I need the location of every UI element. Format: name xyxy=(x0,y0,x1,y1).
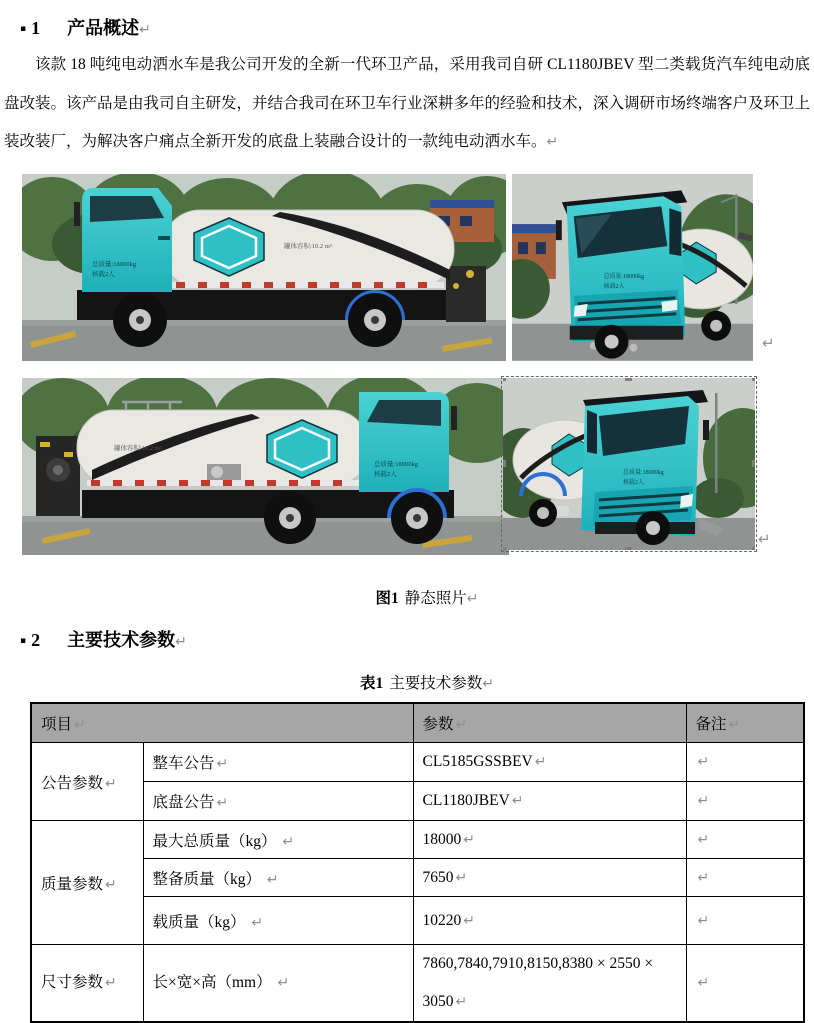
note-cell: ↵ xyxy=(686,859,804,897)
item-cell: 最大总质量（kg） ↵ xyxy=(143,821,413,859)
item-cell: 整备质量（kg） ↵ xyxy=(143,859,413,897)
note-cell: ↵ xyxy=(686,782,804,821)
value-cell: 7650 ↵ xyxy=(413,859,686,897)
note-cell: ↵ xyxy=(686,897,804,945)
water-tank xyxy=(77,402,369,486)
truck-side-right-illustration xyxy=(22,378,509,555)
note-cell: ↵ xyxy=(686,945,804,1023)
header-cell-item: 项目 ↵ xyxy=(31,703,413,743)
value-cell: CL5185GSSBEV ↵ xyxy=(413,743,686,782)
heading2-number: 2 xyxy=(31,630,41,650)
paragraph-mark: ↵ xyxy=(466,591,479,607)
crew-label: 核载2人 xyxy=(603,283,625,290)
photo-side-view-left[interactable] xyxy=(22,174,506,361)
tank-volume-label: 罐体容积:10.2 m³ xyxy=(114,445,162,452)
selection-handle[interactable] xyxy=(625,547,632,550)
heading1-number: 1 xyxy=(31,18,41,38)
paragraph-mark: ↵ xyxy=(482,676,494,692)
group-cell-dimensions: 尺寸参数 ↵ xyxy=(31,945,143,1023)
gvw-label: 总质量:18000kg xyxy=(374,461,419,468)
paragraph-mark: ↵ xyxy=(139,22,151,38)
truck-side-left-illustration xyxy=(22,174,506,361)
item-cell: 载质量（kg） ↵ xyxy=(143,897,413,945)
heading1-title: 产品概述 xyxy=(67,18,140,38)
selection-handle[interactable] xyxy=(503,460,506,467)
section-heading-1 xyxy=(20,14,151,40)
table-header-row xyxy=(31,703,804,743)
photo-front-quarter-view-selected[interactable] xyxy=(503,378,755,550)
selection-handle[interactable] xyxy=(752,460,755,467)
table-caption xyxy=(0,671,814,693)
selection-handle[interactable] xyxy=(752,378,755,381)
section-heading-2 xyxy=(20,626,187,652)
cab xyxy=(74,188,172,292)
cab xyxy=(359,392,457,492)
heading2-title: 主要技术参数 xyxy=(67,630,176,650)
paragraph-mark: ↵ xyxy=(175,634,187,650)
table-caption-text: 主要技术参数 xyxy=(389,675,483,692)
item-cell: 整车公告 ↵ xyxy=(143,743,413,782)
crew-label: 核载2人 xyxy=(623,480,645,486)
photo-front-quarter-view[interactable] xyxy=(512,174,753,361)
group-cell-announcement: 公告参数 ↵ xyxy=(31,743,143,821)
figure-caption-label: 图1 xyxy=(375,590,399,607)
paragraph-mark: ↵ xyxy=(762,334,775,352)
overview-paragraph xyxy=(4,46,810,162)
selection-handle[interactable] xyxy=(503,547,506,550)
value-cell: 7860,7840,7910,8150,8380 × 2550 × 3050 ↵ xyxy=(413,945,686,1023)
item-cell: 长×宽×高（mm） ↵ xyxy=(143,945,413,1023)
note-cell: ↵ xyxy=(686,821,804,859)
note-cell: ↵ xyxy=(686,743,804,782)
table-row xyxy=(31,782,804,821)
photo-side-view-right[interactable] xyxy=(22,378,509,555)
table-row xyxy=(31,945,804,1023)
paragraph-mark: ↵ xyxy=(546,134,559,151)
figure-caption xyxy=(0,586,814,608)
header-cell-note: 备注 ↵ xyxy=(686,703,804,743)
value-cell: 10220 ↵ xyxy=(413,897,686,945)
table-row xyxy=(31,897,804,945)
table-row xyxy=(31,743,804,782)
selection-handle[interactable] xyxy=(752,547,755,550)
header-cell-param: 参数 ↵ xyxy=(413,703,686,743)
selection-handle[interactable] xyxy=(503,378,506,381)
rear-sprinkler-equipment xyxy=(36,436,80,516)
table-caption-label: 表1 xyxy=(359,675,384,692)
value-cell: CL1180JBEV ↵ xyxy=(413,782,686,821)
overview-paragraph-text: 该款 18 吨纯电动洒水车是我公司开发的全新一代环卫产品，采用我司自研 CL1180JBEV 型二类载货汽车纯电动底盘改装。该产品是由我司自主研发，并结合我司在环卫车行业深耕多年的经验和技术，深入调研市场终端客户及环卫上装改装厂，为解决客户痛点全新开发的底盘上装融合设计的一款纯电动洒水车。 xyxy=(4,56,811,151)
water-tank xyxy=(162,210,454,288)
heading-bullet-icon: ▪ xyxy=(20,24,27,34)
gvw-label: 总质量:18000kg xyxy=(603,273,645,280)
gvw-label: 总质量:18000kg xyxy=(623,470,664,476)
heading-bullet-icon: ▪ xyxy=(20,636,27,646)
table-row xyxy=(31,859,804,897)
item-cell: 底盘公告 ↵ xyxy=(143,782,413,821)
tank-volume-label: 罐体容积:10.2 m³ xyxy=(284,243,332,250)
paragraph-mark: ↵ xyxy=(758,530,771,548)
truck-front-quarter-illustration xyxy=(512,174,753,361)
figure-caption-text: 静态照片 xyxy=(404,590,467,607)
table-row xyxy=(31,821,804,859)
cab xyxy=(556,190,687,358)
truck-front-quarter-right-illustration xyxy=(503,378,755,550)
selection-handle[interactable] xyxy=(625,378,632,381)
spec-table xyxy=(30,702,805,1023)
crew-label: 核载2人 xyxy=(92,271,115,278)
gvw-label: 总质量:18000kg xyxy=(92,261,137,268)
value-cell: 18000 ↵ xyxy=(413,821,686,859)
group-cell-mass: 质量参数 ↵ xyxy=(31,821,143,945)
crew-label: 核载2人 xyxy=(374,471,397,478)
